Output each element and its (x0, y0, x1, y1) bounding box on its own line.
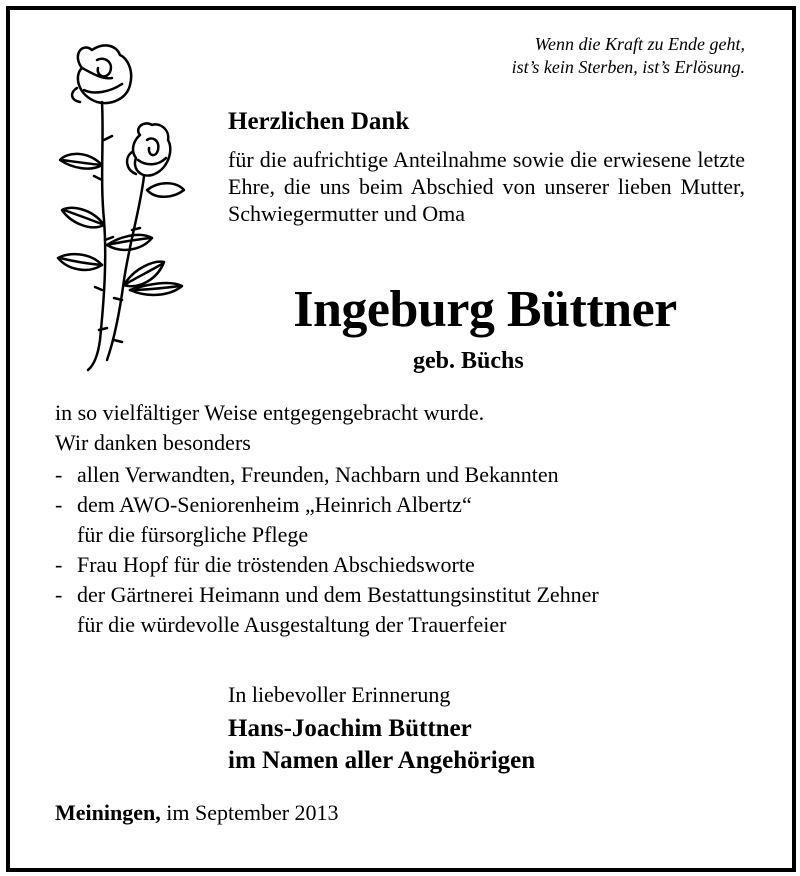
list-dash: - (55, 552, 63, 577)
list-item-text: dem AWO-Seniorenheim „Heinrich Albertz“ (77, 492, 472, 517)
quote-line-2: ist’s kein Sterben, ist’s Erlösung. (511, 57, 745, 77)
thanks-list (55, 460, 755, 640)
maiden-name: geb. Büchs (413, 348, 524, 374)
list-item-continuation: für die fürsorgliche Pflege (77, 522, 309, 547)
signer-name: Hans-Joachim Büttner (228, 715, 472, 742)
list-dash: - (55, 492, 63, 517)
list-item (55, 550, 755, 580)
quote (420, 33, 745, 79)
list-dash: - (55, 582, 63, 607)
quote-line-1: Wenn die Kraft zu Ende geht, (534, 34, 745, 54)
closing-memory: In liebevoller Erinnerung (228, 682, 451, 707)
deceased-name: Ingeburg Büttner (293, 281, 677, 338)
list-item-text: Frau Hopf für die tröstenden Abschiedsworte (77, 552, 475, 577)
signer-family: im Namen aller Angehörigen (228, 747, 536, 774)
footer (55, 800, 339, 826)
signer-block (228, 713, 535, 777)
thanks-title: Herzlichen Dank (228, 108, 410, 135)
body-line-2: Wir danken besonders (55, 430, 251, 455)
thanks-text: für die aufrichtige Anteilnahme sowie die erwiesene letzte Ehre, die uns beim Abschied von unserer lieben Mutter, Schwiegermutter und Oma (228, 147, 745, 226)
list-item (55, 490, 755, 550)
list-dash: - (55, 462, 63, 487)
list-item (55, 460, 755, 490)
body-text (55, 398, 755, 640)
list-item-continuation: für die würdevolle Ausgestaltung der Trauerfeier (77, 612, 507, 637)
list-item-text: allen Verwandten, Freunden, Nachbarn und Bekannten (77, 462, 559, 487)
footer-place: Meiningen, (55, 800, 161, 825)
list-item-text: der Gärtnerei Heimann und dem Bestattungsinstitut Zehner (77, 582, 599, 607)
list-item (55, 580, 755, 640)
footer-date: im September 2013 (166, 800, 339, 825)
body-line-1: in so vielfältiger Weise entgegengebracht wurde. (55, 400, 485, 425)
